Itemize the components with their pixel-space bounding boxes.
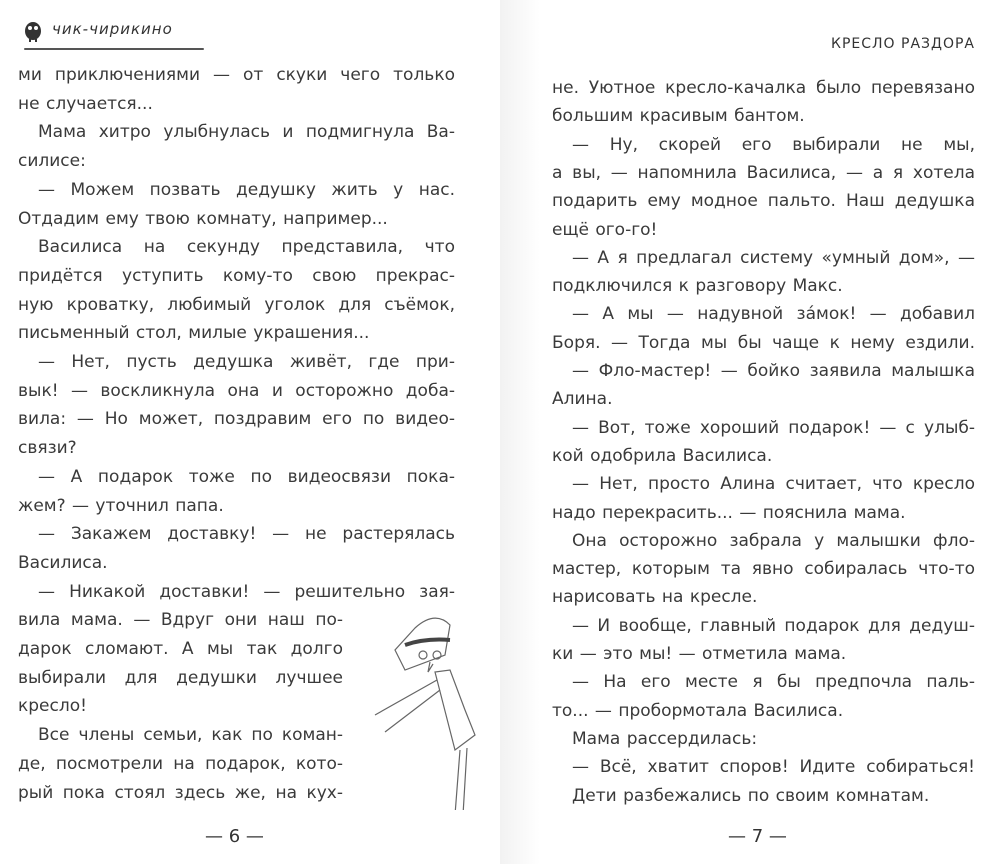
text-line: вила: — Но может, поздравим его по видео- [18, 409, 455, 430]
text-line: Мама рассердилась: [572, 728, 758, 749]
text-line: — А мы — надувной зáмок! — добавил [572, 304, 975, 325]
text-line: Василиса на секунду представила, что [38, 237, 455, 258]
text-line: Отдадим ему твою комнату, например... [18, 208, 388, 229]
text-line: Боря. — Тогда мы бы чаще к нему ездили. [552, 332, 975, 353]
text-line: — А я предлагал систему «умный дом», — [572, 247, 975, 268]
text-line: не. Уютное кресло-качалка было перевязано [552, 78, 975, 98]
page-number: — 6 — [205, 826, 264, 847]
text-line: подключился к разговору Макс. [552, 276, 843, 297]
text-line: — Можем позвать дедушку жить у нас. [38, 179, 455, 200]
text-line: Она осторожно забрала у малышки фло- [572, 530, 975, 551]
text-line: — Закажем доставку! — не растерялась [38, 524, 455, 545]
text-line: — Нет, просто Алина считает, что кресло [572, 474, 975, 495]
text-line: надо перекрасить... — пояснила мама. [552, 502, 906, 523]
text-line: рый пока стоял здесь же, на кух- [18, 782, 343, 803]
text-line: а вы, — напомнила Василиса, — а я хотела [552, 162, 975, 183]
text-line: — А подарок тоже по видеосвязи пока- [38, 466, 455, 487]
text-line: кой одобрила Василиса. [552, 445, 773, 466]
text-line: — Ну, скорей его выбирали не мы, [572, 134, 975, 155]
text-line: кресло! [18, 696, 87, 717]
text-line: то... — пробормотала Василиса. [552, 700, 844, 721]
text-line: письменный стол, милые украшения... [18, 323, 370, 344]
text-line: силисе: [18, 151, 86, 172]
text-line: — Всё, хватит споров! Идите собираться! [572, 757, 975, 778]
text-line: — Вот, тоже хороший подарок! — с улыб- [572, 417, 975, 438]
text-line: вык! — воскликнула она и осторожно доба- [18, 380, 455, 401]
text-line: Василиса. [18, 552, 108, 573]
text-line: выбирали для дедушки лучшее [18, 667, 343, 688]
text-line: связи? [18, 438, 77, 459]
text-line: — Нет, пусть дедушка живёт, где при- [38, 352, 455, 372]
text-line: дарок сломают. А мы так долго [18, 639, 343, 659]
text-line: Дети разбежались по своим комнатам. [572, 785, 930, 806]
text-line: ми приключениями — от скуки чего только [18, 65, 455, 85]
bird-logo-icon [22, 18, 44, 42]
text-line: мастер, которым та явно собиралась что-то [552, 559, 975, 580]
text-line: — Фло-мастер! — бойко заявила малышка [572, 361, 975, 381]
text-line: Все члены семьи, как по коман- [38, 725, 343, 746]
text-line: де, посмотрели на подарок, кото- [18, 753, 343, 774]
running-head: КРЕСЛО РАЗДОРА [831, 36, 975, 52]
text-line: Алина. [552, 389, 613, 410]
header-rule [24, 48, 204, 50]
book-series-title: чик-чирикино [52, 20, 173, 38]
text-line: ещё ого-го! [552, 219, 658, 240]
text-line: вила мама. — Вдруг они наш по- [18, 610, 343, 631]
text-line: — И вообще, главный подарок для дедуш- [572, 615, 975, 636]
text-line: ки — это мы! — отметила мама. [552, 644, 847, 664]
text-line: Мама хитро улыбнулась и подмигнула Ва- [38, 122, 455, 143]
text-line: жем? — уточнил папа. [18, 495, 224, 516]
bird-illustration [355, 610, 495, 810]
text-line: нарисовать на кресле. [552, 587, 758, 608]
right-page [500, 0, 1000, 864]
text-line: подарить ему модное пальто. Наш дедушка [552, 191, 975, 212]
text-line: большим красивым бантом. [552, 106, 805, 127]
text-line: — На его месте я бы предпочла паль- [572, 672, 975, 693]
text-line: — Никакой доставки! — решительно зая- [38, 581, 455, 602]
page-number: — 7 — [728, 826, 787, 847]
text-line: ную кроватку, любимый уголок для съёмок, [18, 294, 455, 315]
text-line: не случается... [18, 93, 153, 114]
text-line: придётся уступить кому-то свою прекрас- [18, 265, 455, 286]
